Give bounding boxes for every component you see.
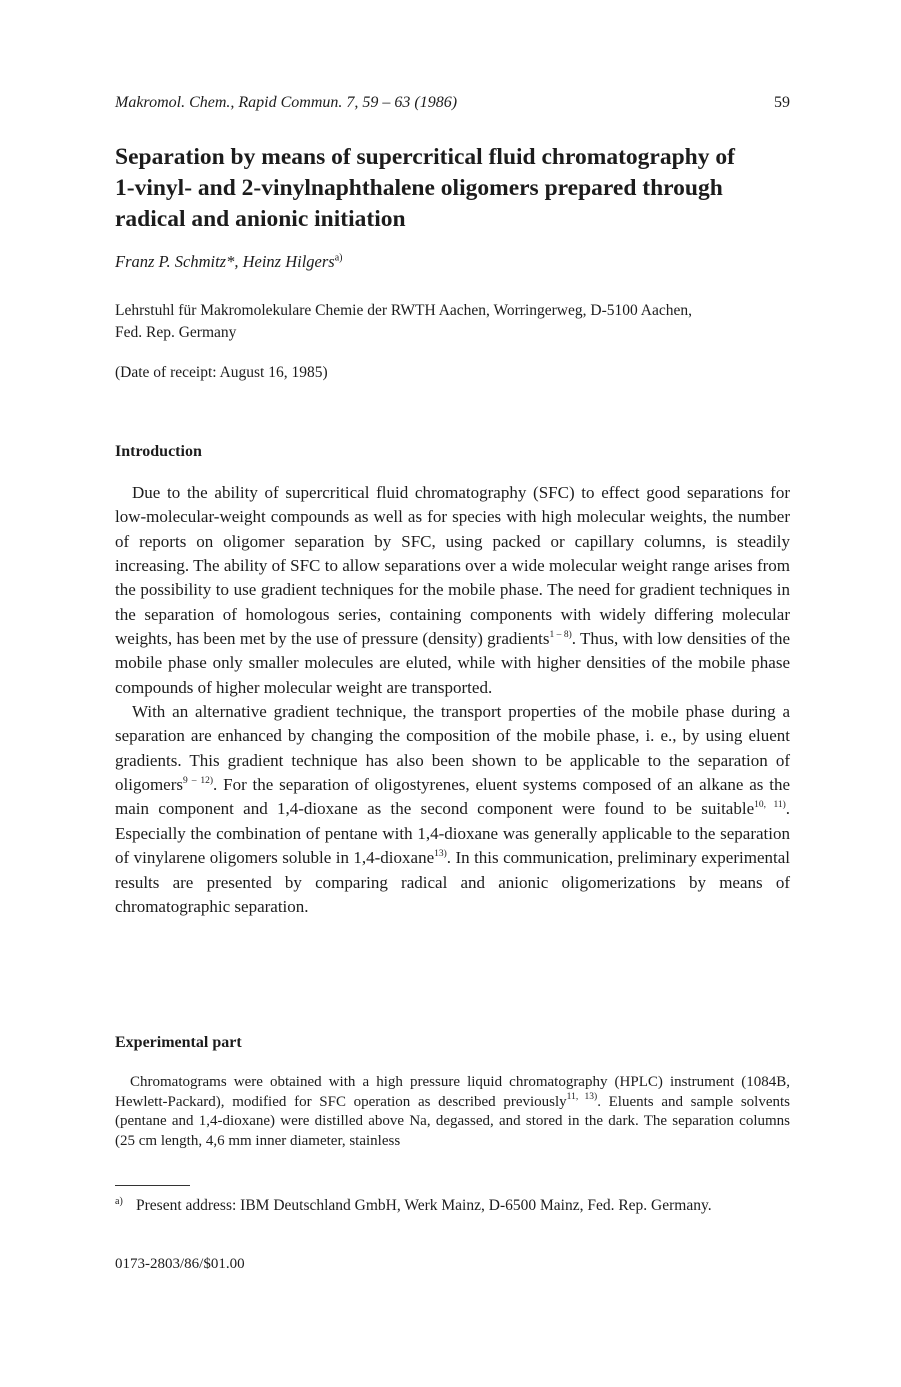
affiliation xyxy=(115,300,790,344)
page-number: 59 xyxy=(774,94,790,111)
text-run: . Eluents and sample solvents (pentane and 1,4-dioxane) were distilled above Na, degassed, and stored in the dark. The separation columns (25 cm length, 4,6 mm inner diameter, stainless xyxy=(115,1093,791,1149)
article-title xyxy=(115,142,790,235)
section-heading-introduction: Introduction xyxy=(115,443,202,460)
footnote xyxy=(115,1195,790,1216)
citation-ref: 10, 11) xyxy=(754,800,786,811)
running-head xyxy=(115,94,790,118)
affiliation-line-2: Fed. Rep. Germany xyxy=(115,324,237,341)
citation-ref: 9 – 12) xyxy=(183,776,214,787)
journal-citation: Makromol. Chem., Rapid Commun. 7, 59 – 63 (1986) xyxy=(115,94,458,111)
text-run: . Especially the combination of pentane with 1,4-dioxane was generally applicable to the separation of vinylarene oligomers soluble in 1,4-dioxane xyxy=(115,799,791,868)
article-code: 0173-2803/86/$01.00 xyxy=(115,1256,245,1272)
introduction-paragraph-2 xyxy=(115,700,790,919)
text-run: . Thus, with low densities of the mobile phase only smaller molecules are eluted, while with higher densities of the mobile phase compounds of higher molecular weight are transported. xyxy=(115,629,790,697)
affiliation-line-1: Lehrstuhl für Makromolekulare Chemie der RWTH Aachen, Worringerweg, D-5100 Aachen, xyxy=(115,302,692,319)
title-line-3: radical and anionic initiation xyxy=(115,206,406,232)
author-line xyxy=(115,252,790,272)
introduction-body xyxy=(115,481,790,919)
footnote-rule xyxy=(115,1185,190,1186)
text-run: With an alternative gradient technique, the transport properties of the mobile phase during a separation are enhanced by changing the composition of the mobile phase, i. e., by using eluent gradients. This gradient technique has also been shown to be applicable to the separation of oligomers xyxy=(115,702,790,795)
footnote-text: Present address: IBM Deutschland GmbH, Werk Mainz, D-6500 Mainz, Fed. Rep. Germany. xyxy=(136,1197,712,1214)
author-footnote-mark: a) xyxy=(334,252,343,264)
citation-ref: 13) xyxy=(434,849,447,860)
section-heading-experimental: Experimental part xyxy=(115,1034,242,1051)
experimental-paragraph-1 xyxy=(115,1073,790,1151)
text-run: Due to the ability of supercritical fluid chromatography (SFC) to effect good separations for low-molecular-weight compounds as well as for species with high molecular weights, the number of reports on oligomer separation by SFC, using packed or capillary columns, is steadily increasing. The ability of SFC to allow separations over a wide molecular weight range arises from the possibility to use gradient techniques for the mobile phase. The need for gradient techniques in the separation of homologous series, containing components with widely differing molecular weights, has been met by the use of pressure (density) gradients xyxy=(115,483,790,649)
title-line-2: 1-vinyl- and 2-vinylnaphthalene oligomers prepared through xyxy=(115,175,723,201)
receipt-date: (Date of receipt: August 16, 1985) xyxy=(115,364,328,381)
text-run: . For the separation of oligostyrenes, eluent systems composed of an alkane as the main component and 1,4-dioxane as the second component were found to be suitable xyxy=(115,775,790,819)
introduction-paragraph-1 xyxy=(115,481,790,700)
text-run: . In this communication, preliminary experimental results are presented by comparing radical and anionic oligomerizations by means of chromatographic separation. xyxy=(115,848,790,916)
footnote-mark: a) xyxy=(115,1196,123,1207)
experimental-body xyxy=(115,1073,790,1151)
author-names: Franz P. Schmitz*, Heinz Hilgers xyxy=(115,252,335,271)
citation-ref: 11, 13) xyxy=(566,1091,598,1102)
citation-ref: 1 – 8) xyxy=(549,630,572,641)
text-run: Chromatograms were obtained with a high pressure liquid chromatography (HPLC) instrument (1084B, Hewlett-Packard), modified for SFC operation as described previously xyxy=(115,1074,790,1110)
title-line-1: Separation by means of supercritical fluid chromatography of xyxy=(115,144,735,170)
